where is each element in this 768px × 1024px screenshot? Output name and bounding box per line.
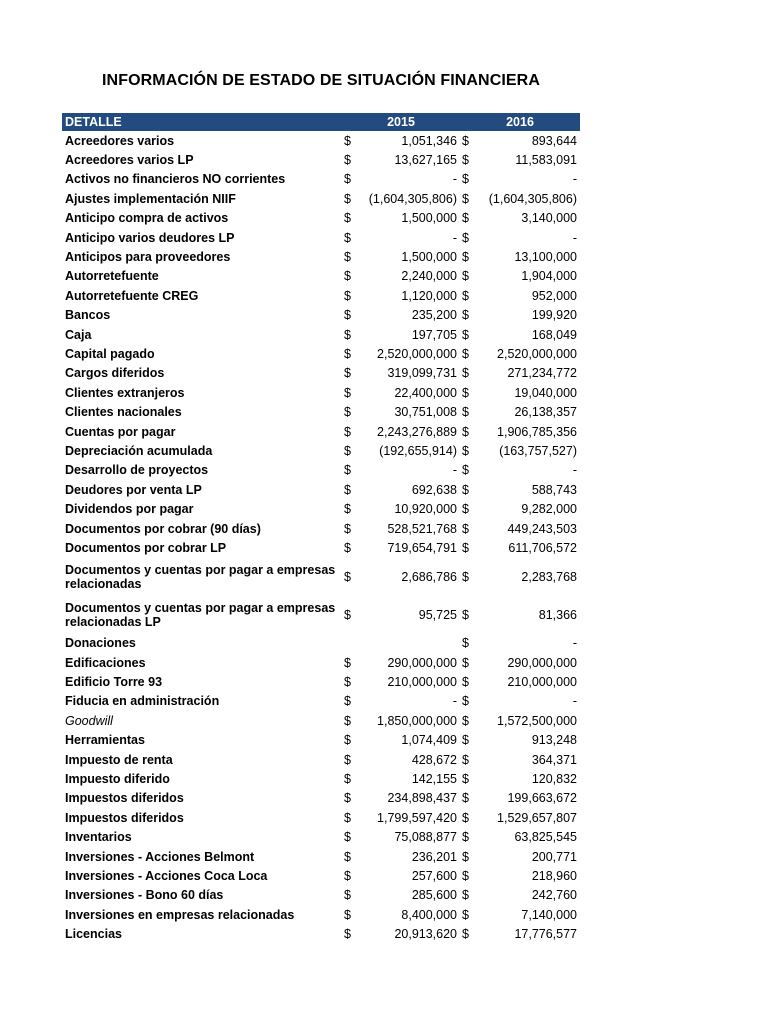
table-row — [62, 286, 580, 305]
row-label[interactable]: Inversiones - Bono 60 días — [65, 888, 224, 903]
table-row — [62, 847, 580, 866]
currency-symbol-2016[interactable]: $ — [462, 191, 469, 206]
currency-symbol-2015[interactable]: $ — [344, 288, 351, 303]
value-2016[interactable]: 199,663,672 — [507, 791, 577, 806]
row-label[interactable]: Clientes nacionales — [65, 405, 182, 420]
value-2016[interactable]: 120,832 — [531, 772, 577, 787]
table-row — [62, 653, 580, 672]
row-label[interactable]: Herramientas — [65, 733, 145, 748]
row-label[interactable]: Caja — [65, 327, 92, 342]
currency-symbol-2016[interactable]: $ — [462, 713, 469, 728]
value-2016[interactable]: 893,644 — [531, 133, 577, 148]
table-row — [62, 634, 580, 653]
value-2016[interactable]: 1,529,657,807 — [497, 810, 577, 825]
row-label[interactable]: Donaciones — [65, 636, 136, 651]
currency-symbol-2016[interactable]: $ — [462, 385, 469, 400]
value-2016[interactable]: - — [572, 230, 577, 245]
value-2016[interactable]: 210,000,000 — [507, 675, 577, 690]
table-row — [62, 905, 580, 924]
currency-symbol-2016[interactable]: $ — [462, 327, 469, 342]
value-2016[interactable]: 81,366 — [538, 607, 577, 622]
currency-symbol-2016[interactable]: $ — [462, 269, 469, 284]
row-label[interactable]: Edificio Torre 93 — [65, 675, 163, 690]
table-row — [62, 692, 580, 711]
table-row — [62, 150, 580, 169]
value-2016[interactable]: 3,140,000 — [521, 211, 577, 226]
currency-symbol-2015[interactable]: $ — [344, 133, 351, 148]
currency-symbol-2015[interactable]: $ — [344, 443, 351, 458]
financial-table — [62, 113, 580, 944]
value-2016[interactable]: 242,760 — [531, 888, 577, 903]
value-2015[interactable]: 285,600 — [411, 888, 457, 903]
value-2015[interactable] — [358, 634, 460, 653]
table-row — [62, 461, 580, 480]
currency-symbol-2015[interactable]: $ — [344, 655, 351, 670]
row-label[interactable]: Impuestos diferidos — [65, 791, 184, 806]
value-2015[interactable]: 719,654,791 — [387, 540, 457, 555]
row-label[interactable]: Anticipo varios deudores LP — [65, 230, 235, 245]
value-2016[interactable]: - — [572, 636, 577, 651]
value-2016[interactable]: 200,771 — [531, 849, 577, 864]
currency-symbol-2016[interactable]: $ — [462, 521, 469, 536]
value-2015[interactable]: - — [452, 694, 457, 709]
value-2016[interactable]: 199,920 — [531, 308, 577, 323]
row-label[interactable]: Documentos y cuentas por pagar a empresas relacionadas LP — [65, 600, 336, 629]
value-2015[interactable]: 2,240,000 — [401, 269, 457, 284]
value-2015[interactable]: 1,051,346 — [401, 133, 457, 148]
table-header-row — [62, 113, 580, 131]
row-label[interactable]: Inversiones - Acciones Coca Loca — [65, 868, 268, 883]
table-body — [62, 131, 580, 944]
currency-symbol-2015[interactable]: $ — [344, 675, 351, 690]
currency-symbol-2015[interactable]: $ — [344, 733, 351, 748]
table-row — [62, 189, 580, 208]
table-row — [62, 383, 580, 402]
table-row — [62, 808, 580, 827]
currency-symbol-2016[interactable]: $ — [462, 502, 469, 517]
row-label[interactable]: Inventarios — [65, 830, 132, 845]
row-label[interactable]: Acreedores varios — [65, 133, 175, 148]
currency-symbol-2015[interactable]: $ — [344, 463, 351, 478]
row-label[interactable]: Edificaciones — [65, 655, 146, 670]
currency-symbol-2016[interactable]: $ — [462, 405, 469, 420]
currency-symbol-2015[interactable]: $ — [344, 250, 351, 265]
currency-symbol-2015[interactable]: $ — [344, 713, 351, 728]
value-2015[interactable]: 95,725 — [418, 607, 457, 622]
currency-symbol-2016[interactable]: $ — [462, 888, 469, 903]
row-label[interactable]: Cuentas por pagar — [65, 424, 176, 439]
value-2016[interactable]: 17,776,577 — [514, 927, 577, 942]
value-2015[interactable]: 1,799,597,420 — [377, 810, 457, 825]
table-row — [62, 441, 580, 460]
row-label[interactable]: Anticipo compra de activos — [65, 211, 229, 226]
value-2016[interactable]: 11,583,091 — [515, 153, 577, 168]
value-2015[interactable]: 290,000,000 — [387, 655, 457, 670]
table-row — [62, 228, 580, 247]
currency-symbol-2015[interactable]: $ — [344, 810, 351, 825]
table-row — [62, 209, 580, 228]
currency-symbol-2016[interactable]: $ — [462, 868, 469, 883]
row-label[interactable]: Depreciación acumulada — [65, 443, 213, 458]
table-row — [62, 344, 580, 363]
currency-symbol-2015[interactable]: $ — [344, 172, 351, 187]
currency-symbol-2015[interactable]: $ — [344, 211, 351, 226]
row-label[interactable]: Desarrollo de proyectos — [65, 463, 209, 478]
currency-symbol-2016[interactable]: $ — [462, 133, 469, 148]
currency-symbol-2015[interactable]: $ — [344, 327, 351, 342]
value-2015[interactable]: 20,913,620 — [394, 927, 457, 942]
value-2016[interactable]: 588,743 — [531, 482, 577, 497]
table-row — [62, 538, 580, 557]
value-2016[interactable]: (163,757,527) — [499, 443, 577, 458]
value-2015[interactable]: 692,638 — [411, 482, 457, 497]
value-2016[interactable]: 449,243,503 — [507, 521, 577, 536]
value-2016[interactable]: 1,572,500,000 — [497, 713, 577, 728]
value-2016[interactable]: 364,371 — [531, 752, 577, 767]
page-title: INFORMACIÓN DE ESTADO DE SITUACIÓN FINANCIERA — [102, 72, 540, 89]
table-row — [62, 731, 580, 750]
value-2016[interactable]: 63,825,545 — [514, 830, 577, 845]
currency-symbol-2016[interactable]: $ — [462, 540, 469, 555]
currency-symbol-2016[interactable]: $ — [462, 655, 469, 670]
currency-symbol-2016[interactable]: $ — [462, 907, 469, 922]
value-2015[interactable]: 142,155 — [411, 772, 457, 787]
currency-symbol-2016[interactable]: $ — [462, 636, 469, 651]
value-2015[interactable]: 319,099,731 — [387, 366, 457, 381]
table-row — [62, 402, 580, 421]
row-label[interactable]: Deudores por venta LP — [65, 482, 202, 497]
currency-symbol-2016[interactable]: $ — [462, 772, 469, 787]
value-2015[interactable]: 235,200 — [411, 308, 457, 323]
value-2015[interactable]: 8,400,000 — [401, 907, 457, 922]
currency-symbol-2015[interactable]: $ — [344, 366, 351, 381]
currency-symbol-2015[interactable]: $ — [344, 405, 351, 420]
currency-symbol-2015[interactable]: $ — [344, 888, 351, 903]
currency-symbol-2015[interactable]: $ — [344, 868, 351, 883]
row-label[interactable]: Cargos diferidos — [65, 366, 165, 381]
table-row — [62, 886, 580, 905]
value-2016[interactable]: - — [572, 694, 577, 709]
row-label[interactable]: Impuesto de renta — [65, 752, 173, 767]
value-2015[interactable]: - — [452, 463, 457, 478]
row-label[interactable]: Ajustes implementación NIIF — [65, 191, 236, 206]
currency-symbol-2015[interactable]: $ — [344, 269, 351, 284]
value-2015[interactable]: 75,088,877 — [394, 830, 457, 845]
value-2015[interactable]: 13,627,165 — [394, 153, 457, 168]
value-2015[interactable]: 197,705 — [411, 327, 457, 342]
currency-symbol-2015[interactable] — [342, 634, 358, 653]
currency-symbol-2016[interactable]: $ — [462, 733, 469, 748]
currency-symbol-2015[interactable]: $ — [344, 607, 351, 622]
row-label[interactable]: Capital pagado — [65, 346, 155, 361]
currency-symbol-2015[interactable]: $ — [344, 907, 351, 922]
currency-symbol-2015[interactable]: $ — [344, 424, 351, 439]
currency-symbol-2016[interactable]: $ — [462, 810, 469, 825]
currency-symbol-2016[interactable]: $ — [462, 288, 469, 303]
value-2015[interactable]: - — [452, 172, 457, 187]
value-2015[interactable]: 1,120,000 — [401, 288, 457, 303]
table-row — [62, 866, 580, 885]
currency-symbol-2015[interactable]: $ — [344, 521, 351, 536]
currency-symbol-2015[interactable]: $ — [344, 752, 351, 767]
value-2016[interactable]: 9,282,000 — [521, 502, 577, 517]
value-2015[interactable]: 1,850,000,000 — [377, 713, 457, 728]
currency-symbol-2015[interactable]: $ — [344, 540, 351, 555]
value-2015[interactable]: 528,521,768 — [387, 521, 457, 536]
value-2016[interactable]: - — [572, 463, 577, 478]
table-row — [62, 519, 580, 538]
row-label[interactable]: Activos no financieros NO corrientes — [65, 172, 286, 187]
currency-symbol-2015[interactable]: $ — [344, 385, 351, 400]
currency-symbol-2015[interactable]: $ — [344, 927, 351, 942]
value-2015[interactable]: 236,201 — [411, 849, 457, 864]
value-2016[interactable]: 952,000 — [531, 288, 577, 303]
value-2016[interactable]: 19,040,000 — [514, 385, 577, 400]
table-row — [62, 131, 580, 150]
header-detail[interactable]: DETALLE — [62, 113, 342, 131]
table-row — [62, 325, 580, 344]
value-2015[interactable]: 2,520,000,000 — [377, 346, 457, 361]
table-row — [62, 924, 580, 943]
value-2015[interactable]: 1,500,000 — [401, 250, 457, 265]
row-label[interactable]: Fiducia en administración — [65, 694, 220, 709]
value-2015[interactable]: 1,074,409 — [401, 733, 457, 748]
value-2015[interactable]: 2,686,786 — [401, 569, 457, 584]
row-label[interactable]: Dividendos por pagar — [65, 502, 194, 517]
currency-symbol-2016[interactable]: $ — [462, 791, 469, 806]
value-2016[interactable]: 2,520,000,000 — [497, 346, 577, 361]
value-2015[interactable]: 22,400,000 — [394, 385, 457, 400]
currency-symbol-2016[interactable]: $ — [462, 607, 469, 622]
table-row — [62, 267, 580, 286]
row-label[interactable]: Acreedores varios LP — [65, 153, 194, 168]
table-row — [62, 422, 580, 441]
currency-symbol-2015[interactable]: $ — [344, 569, 351, 584]
value-2016[interactable]: (1,604,305,806) — [488, 191, 577, 206]
table-row — [62, 596, 580, 634]
value-2015[interactable]: 234,898,437 — [387, 791, 457, 806]
currency-symbol-2016[interactable]: $ — [462, 675, 469, 690]
currency-symbol-2015[interactable]: $ — [344, 482, 351, 497]
currency-symbol-2016[interactable]: $ — [462, 849, 469, 864]
value-2016[interactable]: 7,140,000 — [521, 907, 577, 922]
value-2015[interactable]: 30,751,008 — [394, 405, 457, 420]
currency-symbol-2015[interactable]: $ — [344, 849, 351, 864]
row-label[interactable]: Bancos — [65, 308, 111, 323]
row-label[interactable]: Impuestos diferidos — [65, 810, 184, 825]
value-2016[interactable]: 13,100,000 — [514, 250, 577, 265]
row-label[interactable]: Autorretefuente CREG — [65, 288, 199, 303]
value-2016[interactable]: 1,904,000 — [521, 269, 577, 284]
row-label[interactable]: Autorretefuente — [65, 269, 159, 284]
value-2016[interactable]: - — [572, 172, 577, 187]
currency-symbol-2015[interactable]: $ — [344, 230, 351, 245]
currency-symbol-2016[interactable]: $ — [462, 424, 469, 439]
value-2016[interactable]: 611,706,572 — [508, 540, 577, 555]
row-label[interactable]: Documentos por cobrar LP — [65, 540, 227, 555]
currency-symbol-2015[interactable]: $ — [344, 153, 351, 168]
currency-symbol-2015[interactable]: $ — [344, 791, 351, 806]
value-2015[interactable]: 210,000,000 — [387, 675, 457, 690]
row-label[interactable]: Licencias — [65, 927, 122, 942]
value-2015[interactable]: - — [452, 230, 457, 245]
currency-symbol-2015[interactable]: $ — [344, 308, 351, 323]
value-2015[interactable]: 2,243,276,889 — [377, 424, 457, 439]
value-2015[interactable]: 1,500,000 — [401, 211, 457, 226]
table-row — [62, 769, 580, 788]
table-row — [62, 750, 580, 769]
currency-symbol-2016[interactable]: $ — [462, 230, 469, 245]
currency-symbol-2016[interactable]: $ — [462, 153, 469, 168]
value-2015[interactable]: (1,604,305,806) — [368, 191, 457, 206]
currency-symbol-2016[interactable]: $ — [462, 694, 469, 709]
table-row — [62, 480, 580, 499]
currency-symbol-2016[interactable]: $ — [462, 366, 469, 381]
currency-symbol-2015[interactable]: $ — [344, 346, 351, 361]
header-year-2015[interactable]: 2015 — [342, 113, 460, 131]
currency-symbol-2016[interactable]: $ — [462, 250, 469, 265]
currency-symbol-2016[interactable]: $ — [462, 443, 469, 458]
row-label[interactable]: Anticipos para proveedores — [65, 250, 231, 265]
value-2015[interactable]: 257,600 — [411, 868, 457, 883]
value-2015[interactable]: (192,655,914) — [379, 443, 457, 458]
value-2015[interactable]: 428,672 — [411, 752, 457, 767]
table-row — [62, 711, 580, 730]
currency-symbol-2016[interactable]: $ — [462, 927, 469, 942]
table-row — [62, 247, 580, 266]
table-row — [62, 170, 580, 189]
header-year-2016[interactable]: 2016 — [460, 113, 580, 131]
row-label[interactable]: Documentos y cuentas por pagar a empresas relacionadas — [65, 562, 336, 591]
currency-symbol-2015[interactable]: $ — [344, 502, 351, 517]
value-2016[interactable]: 218,960 — [531, 868, 577, 883]
value-2016[interactable]: 290,000,000 — [507, 655, 577, 670]
value-2016[interactable]: 1,906,785,356 — [497, 424, 577, 439]
table-row — [62, 672, 580, 691]
row-label[interactable]: Goodwill — [65, 713, 113, 728]
currency-symbol-2015[interactable]: $ — [344, 694, 351, 709]
value-2016[interactable]: 26,138,357 — [514, 405, 577, 420]
value-2016[interactable]: 271,234,772 — [507, 366, 577, 381]
table-row — [62, 789, 580, 808]
currency-symbol-2016[interactable]: $ — [462, 569, 469, 584]
row-label[interactable]: Impuesto diferido — [65, 772, 170, 787]
currency-symbol-2016[interactable]: $ — [462, 830, 469, 845]
currency-symbol-2015[interactable]: $ — [344, 772, 351, 787]
currency-symbol-2015[interactable]: $ — [344, 191, 351, 206]
value-2016[interactable]: 913,248 — [531, 733, 577, 748]
value-2016[interactable]: 2,283,768 — [521, 569, 577, 584]
value-2015[interactable]: 10,920,000 — [394, 502, 457, 517]
table-row — [62, 499, 580, 518]
currency-symbol-2016[interactable]: $ — [462, 463, 469, 478]
value-2016[interactable]: 168,049 — [531, 327, 577, 342]
table-row — [62, 558, 580, 596]
currency-symbol-2016[interactable]: $ — [462, 482, 469, 497]
currency-symbol-2016[interactable]: $ — [462, 172, 469, 187]
row-label[interactable]: Inversiones - Acciones Belmont — [65, 849, 255, 864]
row-label[interactable]: Inversiones en empresas relacionadas — [65, 907, 295, 922]
table-row — [62, 364, 580, 383]
currency-symbol-2016[interactable]: $ — [462, 308, 469, 323]
row-label[interactable]: Documentos por cobrar (90 días) — [65, 521, 261, 536]
currency-symbol-2016[interactable]: $ — [462, 346, 469, 361]
currency-symbol-2016[interactable]: $ — [462, 211, 469, 226]
row-label[interactable]: Clientes extranjeros — [65, 385, 185, 400]
table-row — [62, 306, 580, 325]
table-row — [62, 828, 580, 847]
currency-symbol-2015[interactable]: $ — [344, 830, 351, 845]
currency-symbol-2016[interactable]: $ — [462, 752, 469, 767]
